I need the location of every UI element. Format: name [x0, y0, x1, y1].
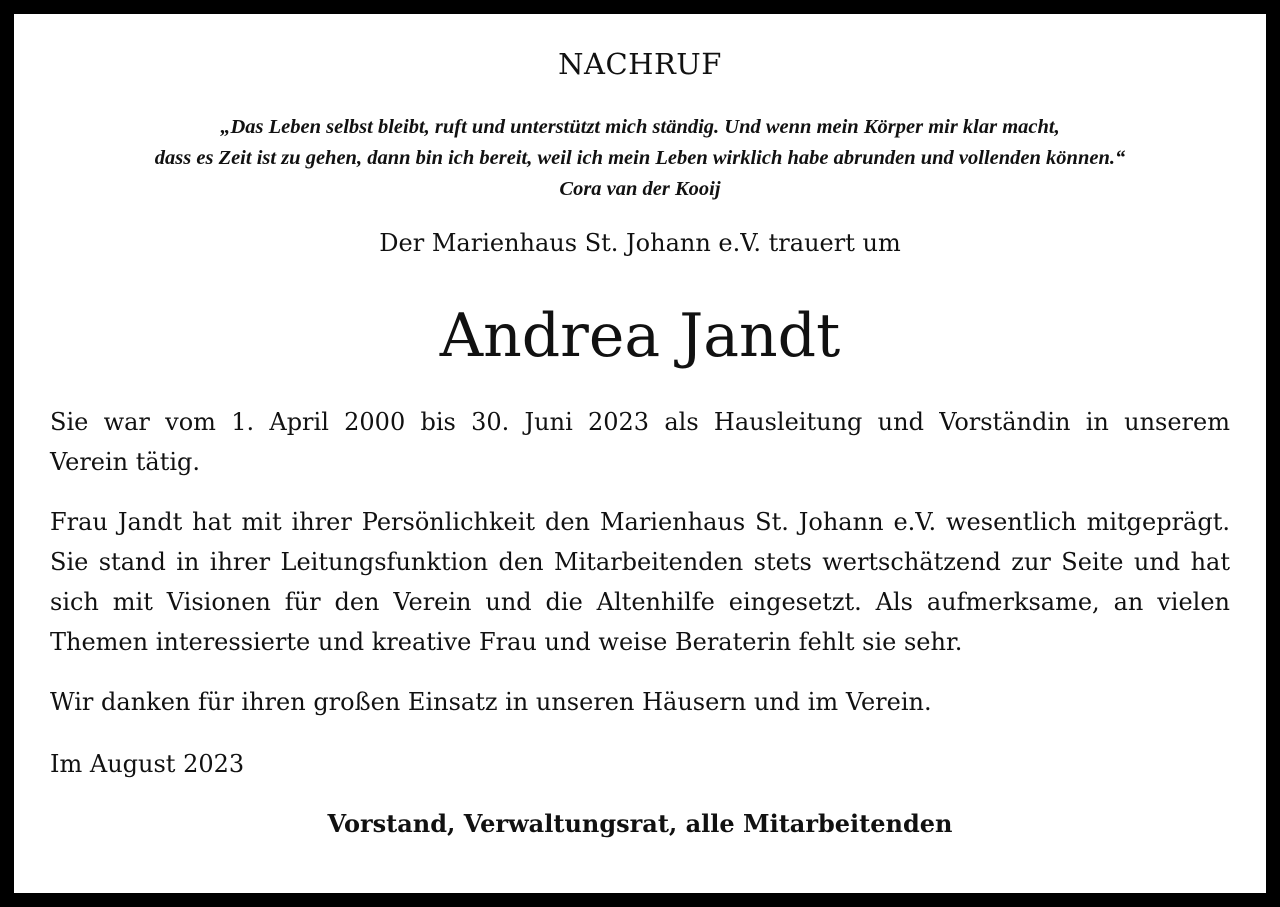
quote-author: Cora van der Kooij [559, 178, 721, 200]
paragraph-line: Themen interessierte und kreative Frau und weise Beraterin fehlt sie sehr. [50, 628, 963, 656]
paragraph-line: Im August 2023 [50, 750, 245, 778]
quote-block [14, 112, 1266, 205]
obituary-notice [14, 14, 1266, 893]
paragraph-line: Wir danken für ihren großen Einsatz in unseren Häusern und im Verein. [50, 688, 932, 716]
deceased-name: Andrea Jandt [439, 301, 841, 371]
paragraph-line: Sie war vom 1. April 2000 bis 30. Juni 2023 als Hausleitung und Vorständin in unserem [50, 408, 1230, 436]
quote-line: „Das Leben selbst bleibt, ruft und unterstützt mich ständig. Und wenn mein Körper mir klar macht, [220, 116, 1060, 138]
intro-line: Der Marienhaus St. Johann e.V. trauert um [379, 229, 901, 257]
paragraph-line: Frau Jandt hat mit ihrer Persönlichkeit den Marienhaus St. Johann e.V. wesentlich mitgeprägt. [50, 508, 1230, 536]
quote-line: dass es Zeit ist zu gehen, dann bin ich bereit, weil ich mein Leben wirklich habe abrunden und vollenden können.“ [154, 147, 1126, 169]
signoff: Vorstand, Verwaltungsrat, alle Mitarbeitenden [327, 809, 953, 838]
paragraph-line: Sie stand in ihrer Leitungsfunktion den Mitarbeitenden stets wertschätzend zur Seite und hat [50, 548, 1230, 576]
paragraph-line: Verein tätig. [50, 448, 201, 476]
paragraph-thanks [50, 682, 1230, 722]
paragraph-tenure [50, 402, 1230, 482]
paragraph-tribute [50, 502, 1230, 662]
notice-date [50, 744, 1230, 784]
paragraph-line: sich mit Visionen für den Verein und die Altenhilfe eingesetzt. Als aufmerksame, an vielen [50, 588, 1230, 616]
notice-heading: NACHRUF [558, 47, 722, 81]
